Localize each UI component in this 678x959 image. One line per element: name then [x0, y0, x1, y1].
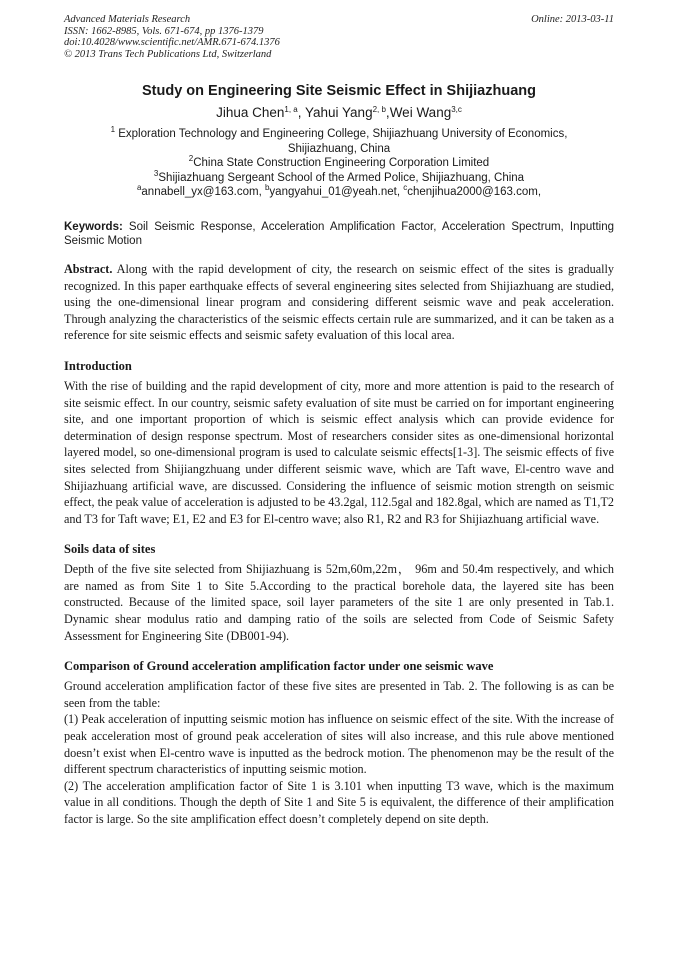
email-mark: c [403, 183, 408, 193]
abstract-text: Along with the rapid development of city, the research on seismic effect of the sites is gradually recognized. In this paper earthquake effects of several engineering sites selected from Shijiazhuang are studied, using the one-dimensional linear program and considering different seismic wave and peak acceleration. Through analyzing the characteristics of the seismic effects certain rule are summarized, and it can be taken as a reference for site seismic effects and seismic safety evaluation of this local area. [64, 261, 614, 343]
paper-title: Study on Engineering Site Seismic Effect in Shijiazhuang [142, 83, 536, 99]
section-heading: Comparison of Ground acceleration amplification factor under one seismic wave [64, 659, 494, 674]
affiliation-3 [64, 168, 614, 186]
affiliation-mark: 3 [153, 168, 159, 178]
keywords-text: Soil Seismic Response, Acceleration Amplification Factor, Acceleration Spectrum, Inputting Seismic Motion [64, 220, 614, 248]
keywords [64, 220, 614, 249]
author-name: Wei Wang [389, 105, 452, 120]
copyright-line: © 2013 Trans Tech Publications Ltd, Switzerland [64, 48, 272, 60]
section-heading: Soils data of sites [64, 542, 156, 557]
email-link[interactable]: yangyahui_01@yeah.net, [269, 186, 404, 199]
author-name: Jihua Chen [216, 105, 285, 120]
affiliation-1-city: Shijiazhuang, China [287, 142, 391, 155]
affiliation-1 [64, 127, 614, 142]
paragraph: With the rise of building and the rapid development of city, more and more attention is paid to the research of site seismic effect. In our country, seismic safety evaluation of site must be carried on for important engineering site, and one important proportion of which is seismic effect analysis which can provide evidence for determination of design response spectrum. Most of researchers consider sites as one-dimensional horizontal layered model, so one-dimensional program is used to calculate seismic effects[1-3]. The seismic effects of five sites selected from Shijiangzhuang under different seismic wave, which are Taft wave, El-centro wave and Shijiazhuang artificial wave, are discussed. Considering the influence of seismic motion strength on seismic effect, the peak value of acceleration is adjusted to be 43.2gal, 112.5gal and 182.8gal, which are named as T1,T2 and T3 for Taft wave; E1, E2 and E3 for El-centro wave; also R1, R2 and R3 for Shijiazhuang artificial wave. [64, 378, 614, 526]
email-link[interactable]: annabell_yx@163.com, [141, 186, 265, 199]
keywords-label: Keywords: [64, 220, 123, 233]
paragraph: (1) Peak acceleration of inputting seismic motion has influence on seismic effect of the site. With the increase of peak acceleration most of ground peak acceleration of sites will also increase, and this rule above mentioned doesn’t exist when El-centro wave is inputted as the bedrock motion. The phenomenon may be the result of the different spectrum characteristics of inputting seismic motion. [64, 712, 614, 777]
paragraph: Ground acceleration amplification factor of these five sites are presented in Tab. 2. The following is as can be seen from the table: [64, 679, 614, 710]
abstract [64, 261, 614, 344]
abstract-label: Abstract. [64, 261, 113, 276]
doi-line: doi:10.4028/www.scientific.net/AMR.671-674.1376 [64, 37, 280, 48]
online-date: Online: 2013-03-11 [531, 14, 614, 25]
affiliation-text: Shijiazhuang Sergeant School of the Armed Police, Shijiazhuang, China [158, 171, 525, 184]
affiliation-2 [64, 156, 614, 171]
issn-line: ISSN: 1662-8985, Vols. 671-674, pp 1376-1379 [64, 25, 264, 37]
section-soils-data [64, 541, 614, 644]
affiliation-mark: 2 [188, 154, 194, 164]
author-affiliation-mark: 2, b [372, 105, 386, 114]
email-mark: b [264, 183, 270, 193]
affiliations [64, 127, 614, 200]
section-comparison [64, 658, 614, 827]
affiliation-mark: 1 [110, 125, 116, 134]
journal-name: Advanced Materials Research [64, 14, 191, 25]
affiliation-text: Exploration Technology and Engineering College, Shijiazhuang University of Economics, [115, 128, 568, 140]
section-heading: Introduction [64, 358, 132, 373]
email-link[interactable]: chenjihua2000@163.com, [407, 186, 542, 199]
section-introduction [64, 358, 614, 527]
affiliation-text: China State Construction Engineering Corporation Limited [193, 157, 490, 170]
paragraph: Depth of the five site selected from Shijiazhuang is 52m,60m,22m， 96m and 50.4m respectively, and which are named as from Site 1 to Site 5.According to the practical borehole data, the layered site has been constructed. Because of the limited space, soil layer parameters of the site 1 are only presented in Tab.1. Dynamic shear modulus ratio and damping ratio of the soils are selected from Code of Seismic Safety Assessment for Engineering Site (DB001-94). [64, 562, 614, 643]
author-list: Jihua Chen$^{1, a}$, Yahui Yang$^{2, b}$,Wei Wang$^{3,c}$ [216, 105, 462, 120]
journal-header [64, 14, 614, 62]
paragraph: (2) The acceleration amplification factor of Site 1 is 3.101 when inputting T3 wave, which is the maximum value in all conditions. Though the depth of Site 1 and Site 5 is equivalent, the difference of their amplification factor is large. So the site amplification effect doesn’t completely depend on site depth. [64, 778, 614, 826]
author-affiliation-mark: 1, a [284, 105, 298, 114]
author-affiliation-mark: 3,c [451, 105, 462, 114]
email-mark: a [136, 183, 142, 193]
author-name: Yahui Yang [305, 105, 373, 120]
author-emails [64, 185, 614, 200]
